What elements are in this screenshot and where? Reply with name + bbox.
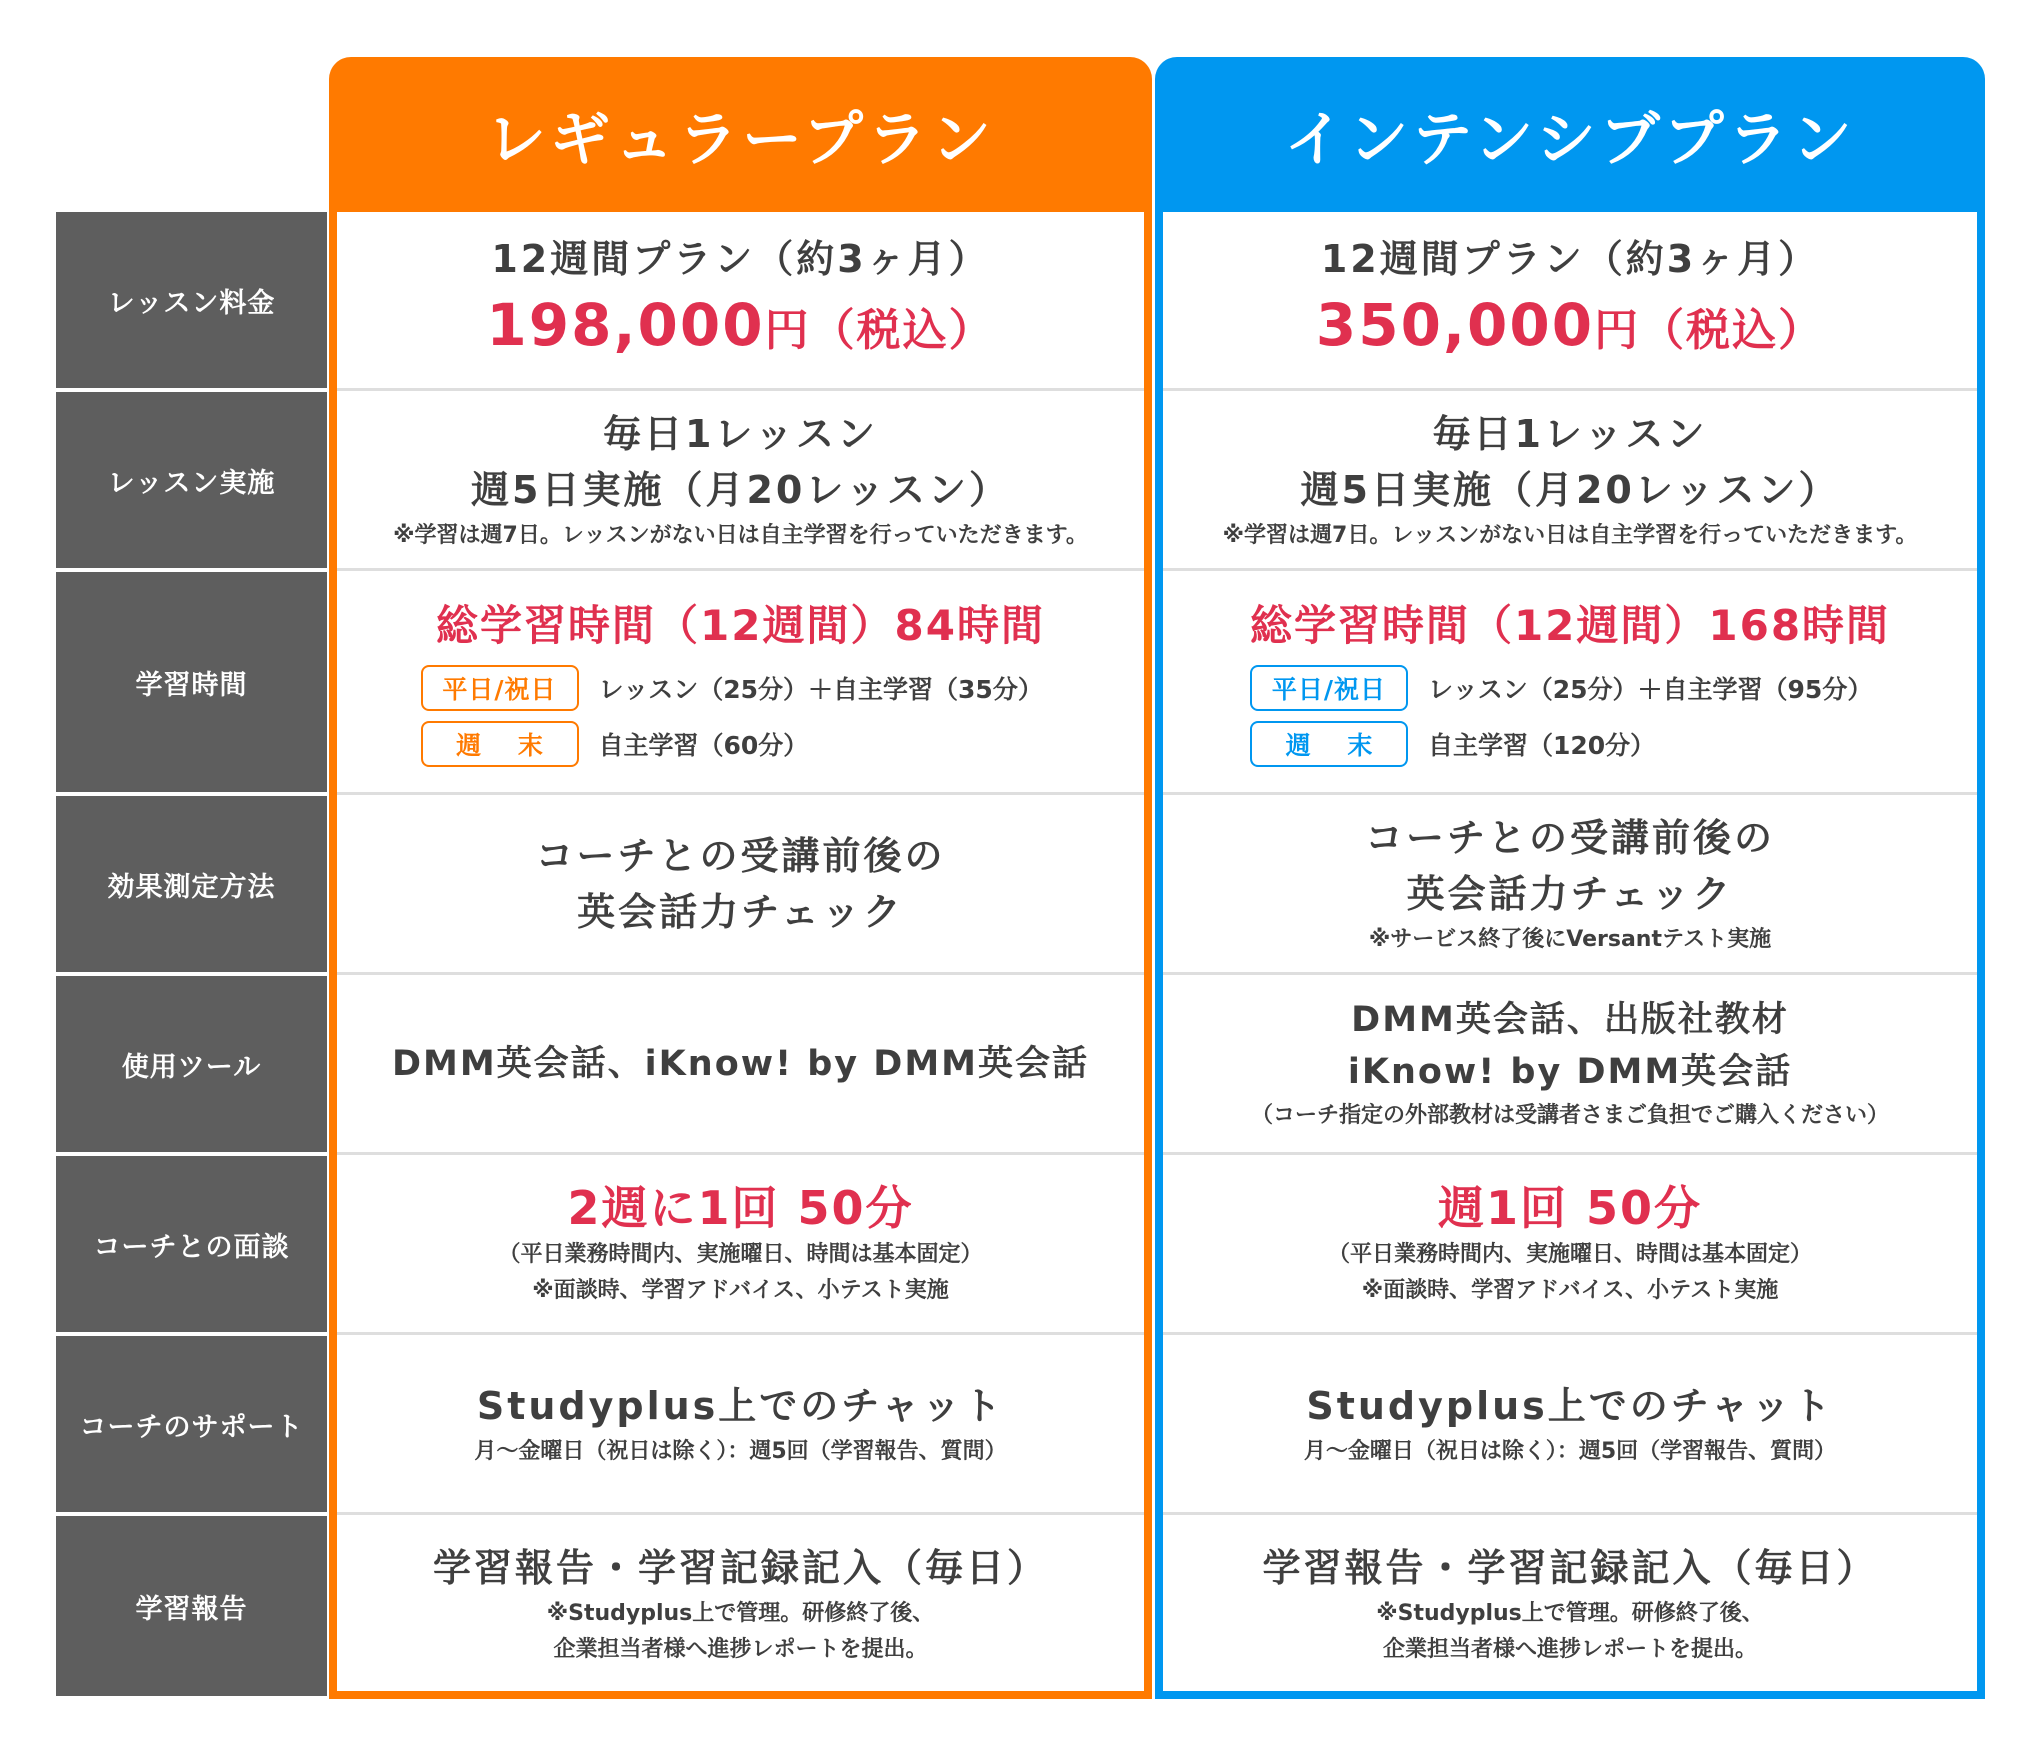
regular-measure-line2: 英会話力チェック xyxy=(577,890,904,934)
intensive-lesson-line1: 毎日1レッスン xyxy=(1432,412,1708,456)
regular-tools-cell xyxy=(337,976,1144,1152)
regular-weekday-badge: 平日/祝日 xyxy=(421,665,579,711)
intensive-interview-main: 週1回 50分 xyxy=(1437,1181,1703,1235)
row-divider xyxy=(1163,1512,1977,1515)
intensive-plan-title: インテンシブプラン xyxy=(1284,104,1856,175)
row-divider xyxy=(337,1332,1144,1335)
row-divider xyxy=(337,388,1144,391)
regular-plan-title: レギュラープラン xyxy=(486,104,995,175)
intensive-fee-cell xyxy=(1163,212,1977,388)
regular-report-main: 学習報告・学習記録記入（毎日） xyxy=(432,1545,1048,1590)
regular-measure-cell xyxy=(337,796,1144,972)
regular-weekend-text: 自主学習（60分） xyxy=(598,731,809,760)
regular-weekend-row xyxy=(421,721,1061,767)
regular-fee-price xyxy=(486,287,994,369)
row-divider xyxy=(1163,972,1977,975)
regular-interview-main: 2週に1回 50分 xyxy=(567,1181,914,1235)
intensive-lesson-cell xyxy=(1163,392,1977,568)
intensive-report-note2: 企業担当者様へ進捗レポートを提出。 xyxy=(1382,1636,1757,1662)
intensive-report-cell xyxy=(1163,1516,1977,1691)
row-label-study-report: 学習報告 xyxy=(56,1516,327,1696)
row-divider xyxy=(1163,568,1977,571)
intensive-weekday-text: レッスン（25分）＋自主学習（95分） xyxy=(1428,675,1873,704)
regular-study-time-cell xyxy=(337,572,1144,792)
intensive-lesson-line2: 週5日実施（月20レッスン） xyxy=(1300,468,1840,512)
regular-report-cell xyxy=(337,1516,1144,1691)
intensive-interview-note2: ※面談時、学習アドバイス、小テスト実施 xyxy=(1361,1278,1779,1303)
regular-interview-note1: （平日業務時間内、実施曜日、時間は基本固定） xyxy=(498,1242,983,1267)
intensive-fee-price xyxy=(1316,287,1824,369)
regular-support-note: 月〜金曜日（祝日は除く）：週5回（学習報告、質問） xyxy=(474,1439,1007,1464)
regular-fee-cell xyxy=(337,212,1144,388)
row-divider xyxy=(1163,792,1977,795)
intensive-interview-cell xyxy=(1163,1156,1977,1332)
intensive-weekday-row xyxy=(1250,665,1890,711)
intensive-fee-term: 12週間プラン（約3ヶ月） xyxy=(1320,237,1820,281)
regular-weekday-text: レッスン（25分）＋自主学習（35分） xyxy=(598,675,1043,704)
intensive-weekend-badge: 週 末 xyxy=(1250,721,1408,767)
regular-support-cell xyxy=(337,1336,1144,1512)
regular-lesson-cell xyxy=(337,392,1144,568)
intensive-tools-line1: DMM英会話、出版社教材 xyxy=(1351,1000,1789,1040)
row-divider xyxy=(337,1512,1144,1515)
row-label-coach-support: コーチのサポート xyxy=(56,1336,327,1512)
intensive-measure-line1: コーチとの受講前後の xyxy=(1364,816,1775,860)
row-divider xyxy=(1163,388,1977,391)
intensive-price-amount: 350,000 xyxy=(1315,291,1595,359)
intensive-study-total: 総学習時間（12週間）168時間 xyxy=(1249,601,1891,650)
intensive-price-suffix: 円（税込） xyxy=(1594,305,1825,356)
row-divider xyxy=(1163,1332,1977,1335)
intensive-weekend-row xyxy=(1250,721,1890,767)
regular-lesson-line1: 毎日1レッスン xyxy=(602,412,879,456)
row-divider xyxy=(1163,1152,1977,1155)
row-label-lesson-fee: レッスン料金 xyxy=(56,212,327,388)
regular-lesson-line2: 週5日実施（月20レッスン） xyxy=(471,468,1010,512)
regular-report-note1: ※Studyplus上で管理。研修終了後、 xyxy=(546,1600,935,1626)
intensive-support-note: 月〜金曜日（祝日は除く）：週5回（学習報告、質問） xyxy=(1303,1439,1837,1464)
intensive-support-main: Studyplus上でのチャット xyxy=(1306,1384,1834,1428)
row-label-measurement: 効果測定方法 xyxy=(56,796,327,972)
row-label-coach-interview: コーチとの面談 xyxy=(56,1156,327,1332)
regular-fee-term: 12週間プラン（約3ヶ月） xyxy=(491,237,990,281)
intensive-report-note1: ※Studyplus上で管理。研修終了後、 xyxy=(1376,1600,1764,1626)
intensive-interview-note1: （平日業務時間内、実施曜日、時間は基本固定） xyxy=(1327,1242,1812,1267)
regular-interview-cell xyxy=(337,1156,1144,1332)
row-divider xyxy=(337,1152,1144,1155)
regular-measure-line1: コーチとの受講前後の xyxy=(535,834,946,878)
regular-weekend-badge: 週 末 xyxy=(421,721,579,767)
intensive-weekday-badge: 平日/祝日 xyxy=(1250,665,1408,711)
intensive-tools-line2: iKnow! by DMM英会話 xyxy=(1347,1052,1793,1092)
intensive-study-time-cell xyxy=(1163,572,1977,792)
regular-interview-note2: ※面談時、学習アドバイス、小テスト実施 xyxy=(532,1278,949,1303)
intensive-measure-note: ※サービス終了後にVersantテスト実施 xyxy=(1368,927,1772,952)
regular-lesson-note: ※学習は週7日。レッスンがない日は自主学習を行っていただきます。 xyxy=(393,523,1088,548)
regular-study-total: 総学習時間（12週間）84時間 xyxy=(436,601,1045,650)
regular-tools-line1: DMM英会話、iKnow! by DMM英会話 xyxy=(391,1044,1090,1084)
regular-weekday-row xyxy=(421,665,1061,711)
intensive-report-main: 学習報告・学習記録記入（毎日） xyxy=(1262,1545,1878,1590)
intensive-weekend-text: 自主学習（120分） xyxy=(1428,731,1656,760)
regular-price-suffix: 円（税込） xyxy=(764,305,995,356)
intensive-tools-cell xyxy=(1163,976,1977,1152)
row-divider xyxy=(337,972,1144,975)
row-label-tools: 使用ツール xyxy=(56,976,327,1152)
intensive-lesson-note: ※学習は週7日。レッスンがない日は自主学習を行っていただきます。 xyxy=(1222,523,1918,548)
row-divider xyxy=(337,792,1144,795)
regular-support-main: Studyplus上でのチャット xyxy=(476,1384,1005,1428)
intensive-support-cell xyxy=(1163,1336,1977,1512)
intensive-measure-cell xyxy=(1163,796,1977,972)
regular-price-amount: 198,000 xyxy=(486,291,765,359)
regular-report-note2: 企業担当者様へ進捗レポートを提出。 xyxy=(553,1636,928,1662)
row-label-study-time: 学習時間 xyxy=(56,572,327,792)
intensive-measure-line2: 英会話力チェック xyxy=(1406,872,1734,916)
row-divider xyxy=(337,568,1144,571)
row-label-lesson-schedule: レッスン実施 xyxy=(56,392,327,568)
intensive-tools-note: （コーチ指定の外部教材は受講者さまご負担でご購入ください） xyxy=(1250,1103,1889,1128)
